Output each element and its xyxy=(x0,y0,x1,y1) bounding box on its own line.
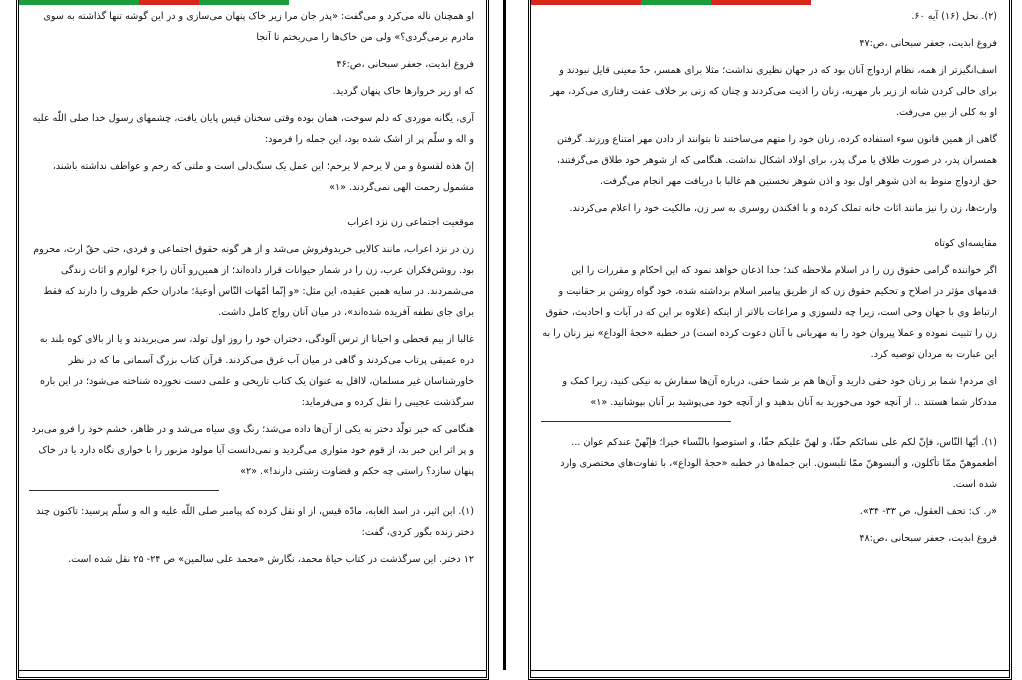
paragraph: وارث‌ها، زن را نیز مانند اثاث خانه تملک کرده و با افکندن روسری به سر زن، مالکیت خود را اعلام می‌کردند. xyxy=(569,203,997,214)
paragraph: اسف‌انگیزتر از همه، نظام ازدواج آنان بود که در جهان نظیری نداشت؛ مثلا برای همسر، حدّ معینی قایل نبودند و برای خالی کردن شانه از زیر بار مهریه، زنان را اذیت می‌کردند و چنان که زنی بر خلاف عفت رفتاری می‌کرد، مهر او به کلی از بین می‌رفت. xyxy=(550,65,997,118)
page-separator xyxy=(503,0,506,670)
left-page-bottom-rule xyxy=(19,670,486,671)
footnote: (۱). أیّها النّاس، فإنّ لکم علی نسائکم حقّا، و لهنّ علیکم حقّا، و استوصوا بالنّساء خیرا؛ فإنّهنّ عندکم عوان ... أطعموهنّ ممّا تأکلون، و ألبسوهنّ ممّا تلبسون. این جمله‌ها در خطبه «حجهٔ الوداع»، با تفاوت‌های مختصری وارد شده است. xyxy=(560,437,997,490)
paragraph: که او زیر خروارها خاک پنهان گردید. xyxy=(332,86,474,97)
paragraph: گاهی از همین قانون سوء استفاده کرده، زنان خود را متهم می‌ساختند تا بتوانند از دادن مهر امتناع ورزند. گرفتن همسران پدر، در صورت طلاق یا مرگ پدر، برای اولاد اشکال نداشت. هنگامی که از شوهر خود طلاق می‌گرفتند، حق ازدواج منوط به اذن شوهر اول بود و اذن شوهر نخستین هم غالبا با دریافت مهر انجام می‌گرفت. xyxy=(556,134,997,187)
footnote: «ر. ک: تحف العقول، ص ۳۳- ۳۴». xyxy=(859,506,997,517)
paragraph: هنگامی که خبر تولّد دختر به یکی از آن‌ها داده می‌شد؛ رنگ وی سیاه می‌شد و در ظاهر، خشم خود را فرو می‌برد و پر اثر این خبر بد، از قوم خود متواری می‌گردید و نمی‌دانست آیا مولود مزبور را با خواری نگاه دارد یا در خاک پنهان سازد؟ راستی چه حکم و قضاوت زشتی دارند!». «۲» xyxy=(31,424,474,477)
footnote: (۱). ابن اثیر، در اسد الغابه، مادّه قیس، از او نقل کرده که پیامبر صلی اللّه علیه و اله و سلّم پرسید: تاکنون چند دختر زنده بگور کردی، گفت: xyxy=(36,506,474,538)
footnote-divider xyxy=(29,490,474,491)
footnote: ۱۲ دختر. این سرگذشت در کتاب حیاهٔ محمد، نگارش «محمد علی سالمین» ص ۲۴- ۲۵ نقل شده است. xyxy=(68,554,474,565)
paragraph: او همچنان ناله می‌کرد و می‌گفت: «پدر جان مرا زیر خاک پنهان می‌سازی و در این گوشه تنها گذاشته به سوی مادرم برمی‌گردی؟» ولی من خاک‌ها را می‌ریختم تا آنجا xyxy=(43,11,474,43)
paragraph: زن در نزد اعراب، مانند کالایی خریدوفروش می‌شد و از هر گونه حقوق اجتماعی و فردی، حتی حقّ ارث، محروم بود. روشن‌فکران عرب، زن را در شمار حیوانات قرار داده‌اند؛ از همین‌رو آنان را جزء لوازم و اثاث زندگی می‌شمردند. در سایه همین عقیده، این مثل: «و إنّما أمّهات النّاس أوعیهٔ؛ مادران حکم ظروف را دارند که فقط برای جای نطفه آفریده شده‌اند»، در میان آنان رواج کامل داشت. xyxy=(33,244,474,318)
quote-paragraph: إنّ هذه لقسوهٔ و من لا یرحم لا یرحم؛ این عمل یک سنگ‌دلی است و ملتی که رحم و عواطف نداشته باشند، مشمول رحمت الهی نمی‌گردند. «۱» xyxy=(52,161,474,193)
paragraph: آری، یگانه موردی که دلم سوخت، همان بوده وقتی سخنان قیس پایان یافت، چشمهای رسول خدا صلی اللّه علیه و اله و سلّم پر از اشک شده بود، این جمله را فرمود: xyxy=(32,113,474,145)
left-page-content xyxy=(29,6,474,669)
paragraph: غالبا از بیم قحطی و احیانا از ترس آلودگی، دختران خود را روز اول تولد، سر می‌بریدند و یا از بالای کوه بلند به دره عمیقی پرتاب می‌کردند و گاهی در میان آب غرق می‌کردند. قرآن کتاب بزرگ آسمانی ما که در نظر خاورشناسان غیر مسلمان، لااقل به عنوان یک کتاب تاریخی و علمی دست نخورده شناخته می‌شود؛ در این باره سرگذشت عجیبی را نقل کرده و می‌فرماید: xyxy=(39,334,474,408)
right-page-bottom-rule xyxy=(531,670,1009,671)
section-heading: مقایسه‌ای کوتاه xyxy=(934,238,997,249)
right-page-header-strip xyxy=(531,0,1009,5)
paragraph: ای مردم! شما بر زنان خود حقی دارید و آن‌ها هم بر شما حقی، درباره آن‌ها سفارش به نیکی کنید، زیرا کمک و مددکار شما هستند .. از آنچه خود می‌خورید به آنان بدهید و از آنچه خود می‌پوشید بر آنان بپوشانید. «۱» xyxy=(562,376,997,408)
paragraph: اگر خواننده گرامی حقوق زن را در اسلام ملاحظه کند؛ جدا اذعان خواهد نمود که این احکام و مقررات را این قدمهای مؤثر در اصلاح و تحکیم حقوق زن که از طریق پیامبر اسلام برداشته شده، خود گواه روشن بر حقانیت و ارتباط وی با جهان وحی است، زیرا چه دلسوزی و مراعات بالاتر از اینکه (علاوه بر این که در آیات و احادیث، حقوق زن را تثبیت نموده و عملا پیروان خود را به مهربانی با آنان دعوت کرده است) در خطبه «حجهٔ الوداع» نیز زنان را به این عبارت به مردان توصیه کرد. xyxy=(542,265,997,360)
right-page xyxy=(528,0,1012,680)
right-page-content xyxy=(541,6,997,669)
page-reference: فروغ ابدیت، جعفر سبحانی ،ص:۴۷ xyxy=(859,38,997,49)
left-page-header-strip xyxy=(19,0,486,5)
section-heading: موقعیت اجتماعی زن نزد اعراب xyxy=(347,217,474,228)
footnote-divider xyxy=(541,421,997,422)
left-page xyxy=(16,0,489,680)
page-reference: فروغ ابدیت، جعفر سبحانی ،ص:۴۸ xyxy=(859,533,997,544)
page-reference: فروغ ابدیت، جعفر سبحانی ،ص:۴۶ xyxy=(336,59,474,70)
footnote-continued: (۲). نحل (۱۶) آیه ۶۰. xyxy=(911,11,997,22)
